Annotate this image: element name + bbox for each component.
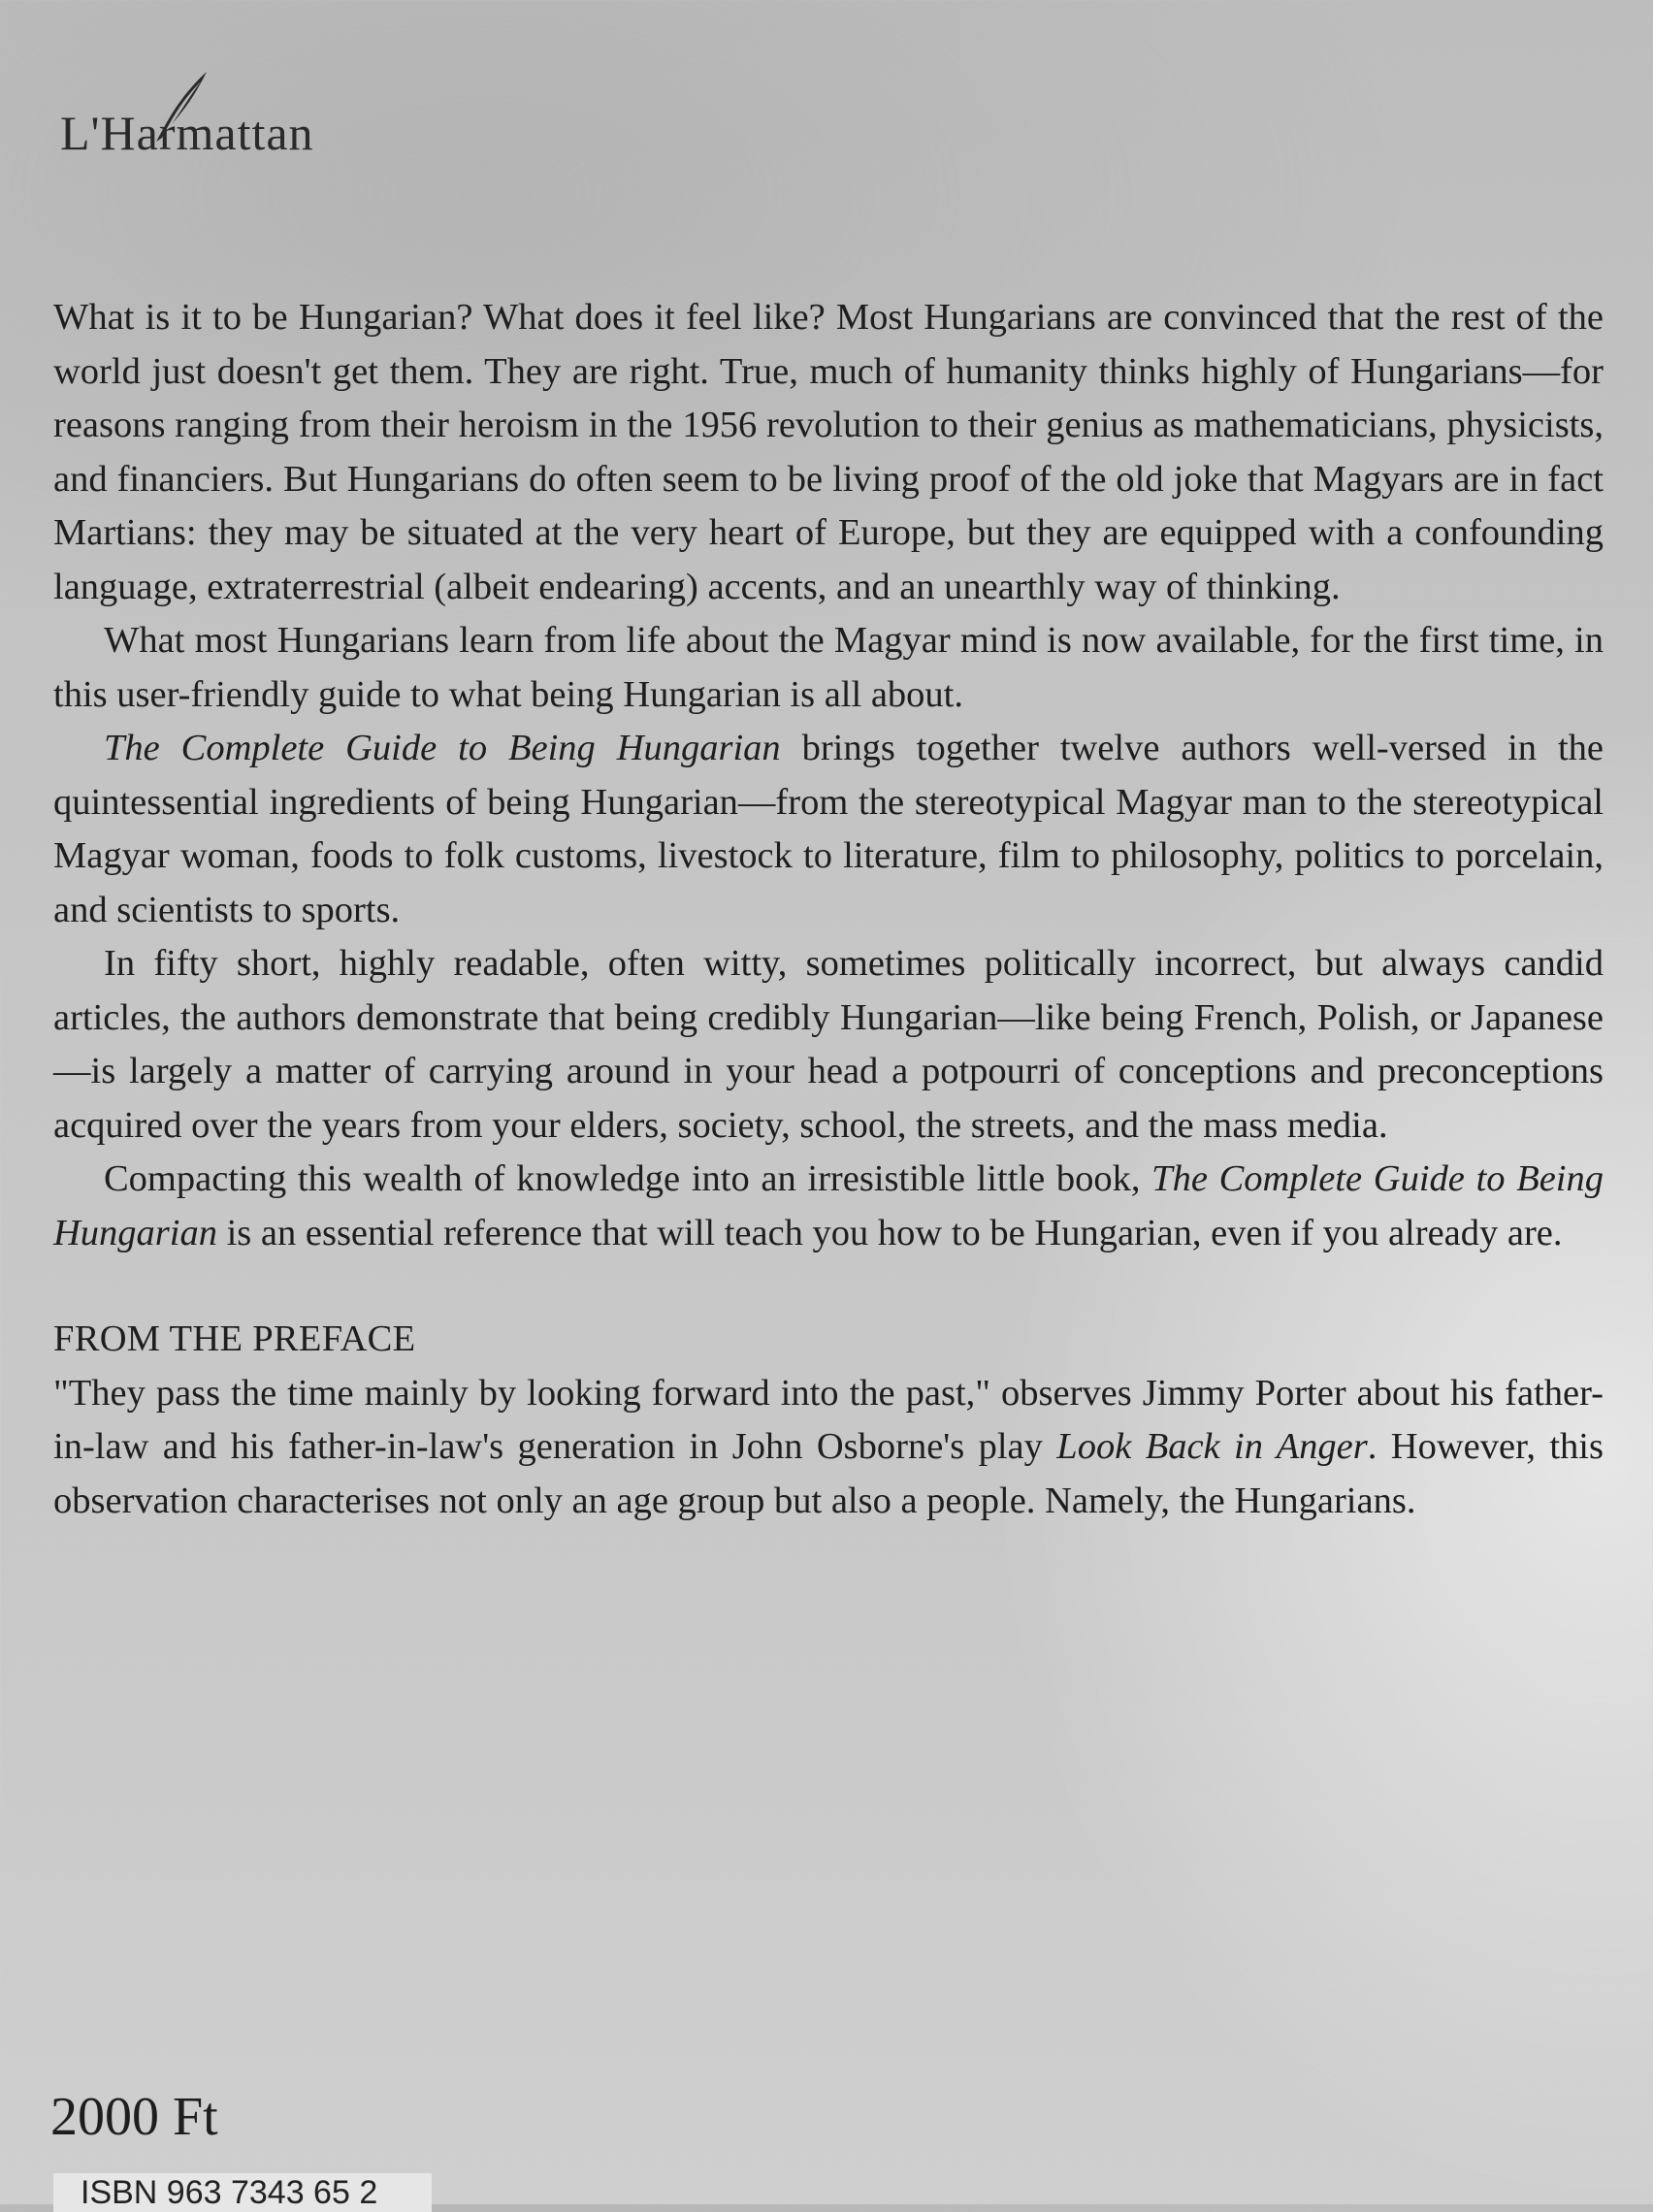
description-paragraph-5 [53, 1153, 1604, 1260]
description-paragraph-3 [53, 722, 1604, 937]
quill-icon [152, 68, 211, 146]
book-title-italic-2: The Complete Guide to Being Hungarian [53, 1158, 1604, 1253]
publisher-logo-text: L'Harmattan [60, 106, 314, 160]
preface-heading: FROM THE PREFACE [53, 1318, 416, 1359]
description-paragraph-4: In fifty short, highly readable, often witty, sometimes politically incorrect, but always candid articles, the authors demonstrate that being credibly Hungarian—like being French, Polish, or Japanese—is largely a matter of carrying around in your head a potpourri of conceptions and preconceptions acquired over the years from your elders, society, school, the streets, and the mass media. [53, 943, 1604, 1146]
book-title-italic: The Complete Guide to Being Hungarian [104, 728, 781, 768]
publisher-logo [60, 105, 314, 161]
description-paragraph-5-end: is an essential reference that will teach you how to be Hungarian, even if you already are. [216, 1212, 1563, 1253]
description-paragraph-3-text: brings together twelve authors well-versed in the quintessential ingredients of being Hungarian—from the stereotypical Magyar man to the stereotypical Magyar woman, foods to folk customs, livestock to literature, film to philosophy, politics to porcelain, and scientists to sports. [53, 728, 1604, 930]
description-paragraph-5-start: Compacting this wealth of knowledge into an irresistible little book, [104, 1158, 1152, 1199]
back-cover-text [53, 291, 1604, 1528]
description-paragraph-2: What most Hungarians learn from life about the Magyar mind is now available, for the first time, in this user-friendly guide to what being Hungarian is all about. [53, 620, 1604, 715]
description-paragraph-1: What is it to be Hungarian? What does it feel like? Most Hungarians are convinced that the rest of the world just doesn't get them. They are right. True, much of humanity thinks highly of Hungarians—for reasons ranging from their heroism in the 1956 revolution to their genius as mathematicians, physicists, and financiers. But Hungarians do often seem to be living proof of the old joke that Magyars are in fact Martians: they may be situated at the very heart of Europe, but they are equipped with a confounding language, extraterrestrial (albeit endearing) accents, and an unearthly way of thinking. [53, 297, 1604, 607]
preface-quote [53, 1367, 1604, 1529]
price-label: 2000 Ft [50, 2087, 218, 2147]
isbn-label: ISBN 963 7343 65 2 [53, 2173, 432, 2212]
preface-text-end: . However, this observation characterises not only an age group but also a people. Namely, the Hungarians. [53, 1426, 1604, 1521]
play-title-italic: Look Back in Anger [1056, 1426, 1368, 1467]
preface-text-start: "They pass the time mainly by looking forward into the past," observes Jimmy Porter about his father-in-law and his father-in-law's generation in John Osborne's play [53, 1372, 1604, 1467]
